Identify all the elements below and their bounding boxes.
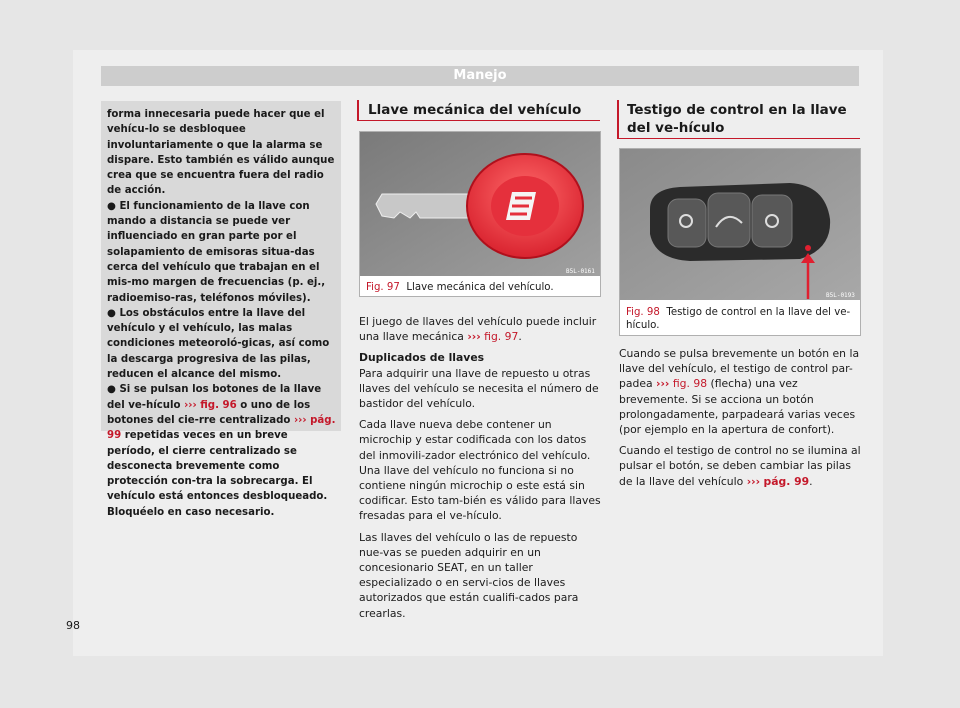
section-title-key-indicator: Testigo de control en la llave del ve-hículo <box>627 102 847 136</box>
remote-key-icon <box>620 149 860 300</box>
section-marker <box>617 100 619 138</box>
mechanical-key-icon <box>360 132 600 276</box>
warning-bullet: ● El funcionamiento de la llave con mando a distancia se puede ver influenciado en gran parte por el solapamiento de emisoras situa-das cerca del vehículo que trabajan en el mis-mo margen de frecuencias (p. ej., radioemiso-ras, teléfonos móviles). <box>107 200 326 304</box>
fig-98-link[interactable]: fig. 98 <box>672 377 708 391</box>
subheading: Duplicados de llaves <box>359 351 485 365</box>
paragraph: Cuando el testigo de control no se ilumina al pulsar el botón, se deben cambiar las pilas de la llave del vehículo ››› pág. 99. <box>619 444 861 488</box>
section-rule <box>617 138 860 139</box>
section2-body <box>619 346 862 495</box>
paragraph: Cada llave nueva debe contener un microchip y estar codificada con los datos del inmovili-zador electrónico del vehículo. Una llave del vehículo no funciona si no contiene ningún microchip o este está sin codificar. Esto tam-bién es válido para llaves fresadas para el ve-hículo. <box>359 418 601 523</box>
paragraph: El juego de llaves del vehículo puede incluir una llave mecánica ››› fig. 97. <box>359 315 597 344</box>
figure-98-caption: Fig. 98 Testigo de control en la llave del ve-hículo. <box>626 307 851 331</box>
figure-98-image <box>620 149 860 300</box>
page-header: Manejo <box>101 66 859 86</box>
paragraph: Para adquirir una llave de repuesto u otras llaves del vehículo se necesita el número de bastidor del vehículo. <box>359 366 599 411</box>
warning-text <box>107 107 339 520</box>
section-rule <box>357 120 600 121</box>
section-marker <box>357 100 359 120</box>
paragraph: Cuando se pulsa brevemente un botón en la llave del vehículo, el testigo de control par-padea ››› fig. 98 (flecha) una vez brevemente. Si se acciona un botón prolongadamente, parpadeará varias veces (por ejemplo en la apertura de confort). <box>619 347 860 437</box>
section1-body <box>359 314 602 627</box>
figure-97-caption: Fig. 97 Llave mecánica del vehículo. <box>366 282 554 293</box>
warning-paragraph: forma innecesaria puede hacer que el vehícu-lo se desbloquee involuntariamente o que la alarma se dispare. Esto también es válido aunque crea que se encuentra fuera del radio de acción. <box>107 109 335 197</box>
section-title-mechanical-key: Llave mecánica del vehículo <box>368 102 582 118</box>
page-number: 98 <box>66 619 80 632</box>
fig-96-link[interactable]: fig. 96 <box>200 399 237 411</box>
paragraph: Las llaves del vehículo o las de repuesto nue-vas se pueden adquirir en un concesionario SEAT, en un taller especializado o en servi-cios de llaves autorizados que están cualifi-cados para crearlas. <box>359 530 579 620</box>
fig-97-link[interactable]: fig. 97 <box>484 330 519 344</box>
page-99-link[interactable]: pág. 99 <box>107 414 336 442</box>
figure-97-image <box>360 132 600 276</box>
page-99-link[interactable]: pág. 99 <box>763 474 810 488</box>
warning-bullet: ● Los obstáculos entre la llave del vehículo y el vehículo, las malas condiciones meteoroló-gicas, así como la descarga progresiva de las pilas, reducen el alcance del mismo. <box>107 307 330 381</box>
warning-bullet: ● Si se pulsan los botones de la llave del ve-hículo ››› fig. 96 o uno de los botones del cie-rre centralizado ››› pág. 99 repetidas veces en un breve período, el cierre centralizado se desconecta brevemente como protección con-tra la sobrecarga. El vehículo está entonces desbloqueado. Bloquéelo en caso necesario. <box>107 384 336 518</box>
figure-98-code: B5L-0193 <box>826 292 855 299</box>
figure-97-code: B5L-0161 <box>566 268 595 275</box>
